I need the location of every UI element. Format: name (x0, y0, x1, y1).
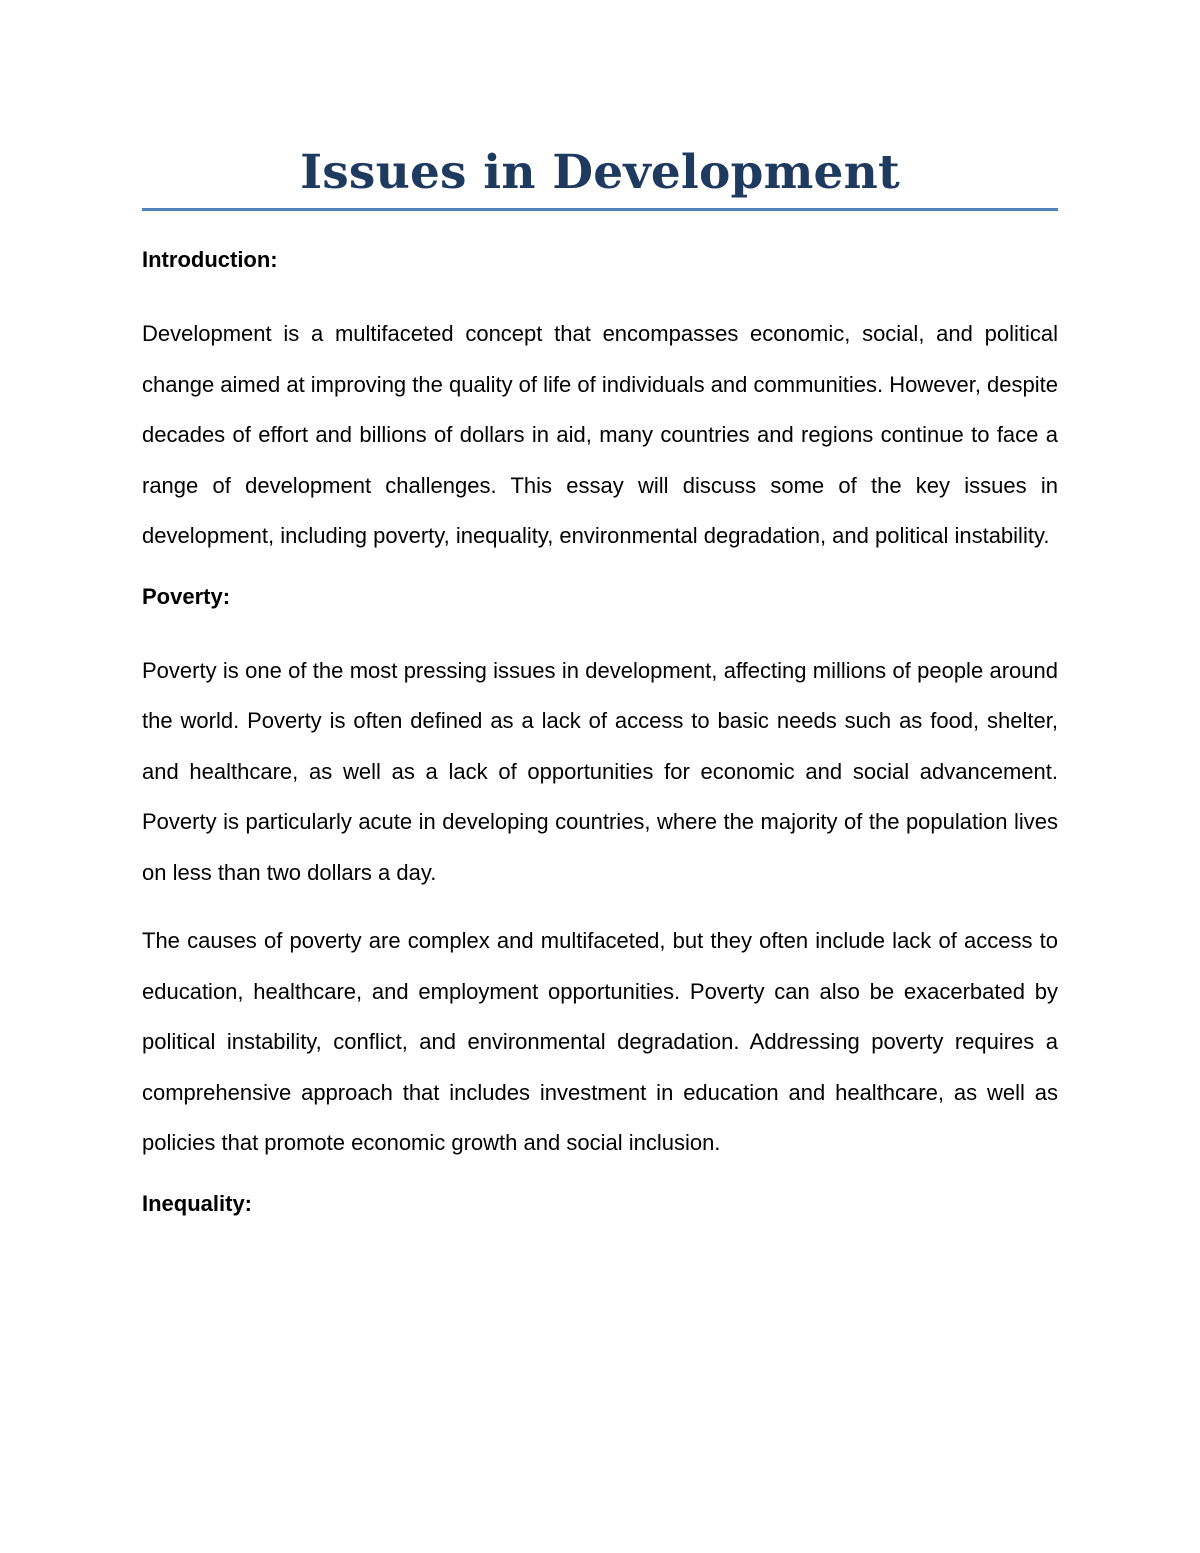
section-heading-introduction: Introduction: (142, 247, 278, 272)
paragraph-poverty-2: The causes of poverty are complex and multifaceted, but they often include lack of access to education, healthcare, and employment opportunities. Poverty can also be exacerbated by political instability, conflict, and environmental degradation. Addressing poverty requires a comprehensive approach that includes investment in education and healthcare, as well as policies that promote economic growth and social inclusion. (142, 928, 1058, 1155)
paragraph-introduction: Development is a multifaceted concept that encompasses economic, social, and political change aimed at improving the quality of life of individuals and communities. However, despite decades of effort and billions of dollars in aid, many countries and regions continue to face a range of development challenges. This essay will discuss some of the key issues in development, including poverty, inequality, environmental degradation, and political instability. (142, 321, 1058, 548)
section-heading-inequality: Inequality: (142, 1190, 253, 1216)
paragraph-poverty-1: Poverty is one of the most pressing issues in development, affecting millions of people around the world. Poverty is often defined as a lack of access to basic needs such as food, shelter, and healthcare, as well as a lack of opportunities for economic and social advancement. Poverty is particularly acute in developing countries, where the majority of the population lives on less than two dollars a day. (142, 657, 1058, 885)
document-body (142, 140, 1058, 1253)
title-underline (142, 208, 1058, 211)
section-heading-poverty: Poverty: (142, 583, 231, 609)
document-title: Issues in Development (300, 145, 900, 200)
